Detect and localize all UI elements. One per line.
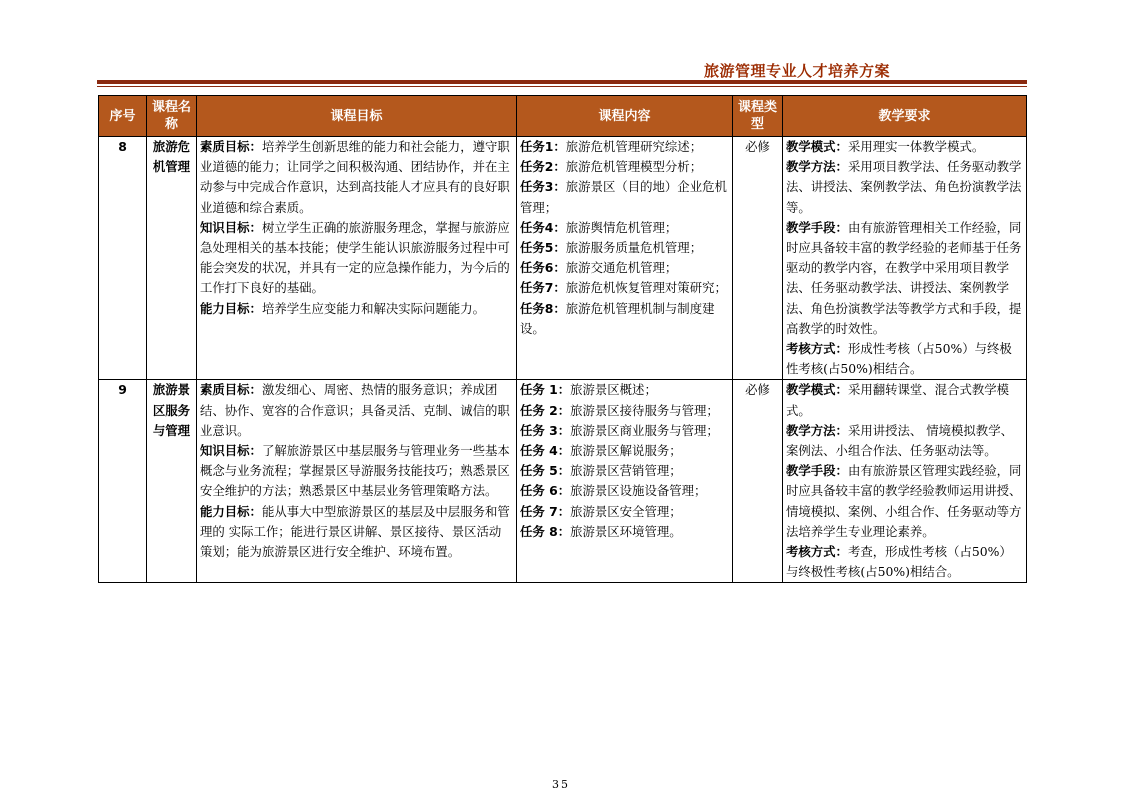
table-row <box>99 137 1027 380</box>
row-number: 8 <box>99 137 147 380</box>
header-cell-teaching-requirements: 教学要求 <box>783 96 1027 137</box>
content-task: 任务2：旅游危机管理模型分析； <box>520 159 703 175</box>
content-task: 任务 7：旅游景区安全管理； <box>520 503 682 519</box>
content-task: 任务 4：旅游景区解说服务； <box>520 443 682 459</box>
header-cell-course-type: 课程类型 <box>733 96 783 137</box>
course-content-cell <box>517 137 733 380</box>
header-rule-thin <box>97 86 1027 87</box>
course-type: 必修 <box>733 137 783 380</box>
document-header-title: 旅游管理专业人才培养方案 <box>703 62 890 80</box>
requirement-method: 教学方法：采用讲授法、 情境模拟教学、案例法、小组合作法、任务驱动法等。 <box>786 422 1013 459</box>
goal-quality: 素质目标：培养学生创新思维的能力和社会能力，遵守职业道德的能力；让同学之间积极沟通、团结协作，并在主动参与中完成合作意识，达到高技能人才应具有的良好职业道德和综合素质。 <box>200 139 510 215</box>
content-task: 任务 3：旅游景区商业服务与管理； <box>520 422 719 438</box>
curriculum-table <box>98 95 1027 583</box>
teaching-requirements-cell <box>783 380 1027 583</box>
header-cell-course-content: 课程内容 <box>517 96 733 137</box>
content-task: 任务8：旅游危机管理机制与制度建设。 <box>520 300 715 336</box>
requirement-assessment: 考核方式：考查，形成性考核（占50%）与终极性考核(占50%)相结合。 <box>786 544 1012 580</box>
teaching-requirements-cell <box>783 137 1027 380</box>
header-rule-thick <box>97 80 1027 84</box>
course-goals-cell <box>197 137 517 380</box>
course-content-cell <box>517 380 733 583</box>
header-cell-course-name: 课程名称 <box>147 96 197 137</box>
requirement-means: 教学手段：由有旅游管理相关工作经验，同时应具备较丰富的教学经验的老师基于任务驱动的教学内容，在教学中采用项目教学法、任务驱动教学法、讲授法、案例教学法、角色扮演教学法等教学方式和手段，提高教学的时效性。 <box>786 219 1022 336</box>
course-name: 旅游景区服务与管理 <box>147 380 197 583</box>
course-type: 必修 <box>733 380 783 583</box>
requirement-mode: 教学模式：采用理实一体教学模式。 <box>786 139 985 154</box>
content-task: 任务4：旅游舆情危机管理； <box>520 219 678 235</box>
requirement-assessment: 考核方式：形成性考核（占50%）与终极性考核(占50%)相结合。 <box>786 341 1012 377</box>
content-task: 任务6：旅游交通危机管理； <box>520 260 678 276</box>
table-row <box>99 380 1027 583</box>
content-task: 任务7：旅游危机恢复管理对策研究； <box>520 280 727 296</box>
course-name: 旅游危机管理 <box>147 137 197 380</box>
requirement-method: 教学方法：采用项目教学法、任务驱动教学法、讲授法、案例教学法、角色扮演教学法等。 <box>786 159 1022 215</box>
goal-knowledge: 知识目标：了解旅游景区中基层服务与管理业务一些基本概念与业务流程；掌握景区导游服务技能技巧；熟悉景区安全维护的方法；熟悉景区中基层业务管理策略方法。 <box>200 443 510 499</box>
course-goals-cell <box>197 380 517 583</box>
content-task: 任务3：旅游景区（目的地）企业危机管理； <box>520 179 727 215</box>
goal-knowledge: 知识目标：树立学生正确的旅游服务理念，掌握与旅游应急处理相关的基本技能；使学生能认识旅游服务过程中可能会突发的状况，并具有一定的应急操作能力，为今后的工作打下良好的基础。 <box>200 219 510 296</box>
header-cell-course-goals: 课程目标 <box>197 96 517 137</box>
page-number: 35 <box>552 778 570 791</box>
requirement-means: 教学手段：由有旅游景区管理实践经验，同时应具备较丰富的教学经验教师运用讲授、情境模拟、案例、小组合作、任务驱动等方法培养学生专业理论素养。 <box>786 463 1022 539</box>
content-task: 任务 6：旅游景区设施设备管理； <box>520 483 707 499</box>
content-task: 任务1：旅游危机管理研究综述； <box>520 139 703 154</box>
row-number: 9 <box>99 380 147 583</box>
goal-ability: 能力目标：培养学生应变能力和解决实际问题能力。 <box>200 300 485 316</box>
content-task: 任务 5：旅游景区营销管理； <box>520 463 682 479</box>
content-task: 任务 8：旅游景区环境管理。 <box>520 523 682 539</box>
content-task: 任务 2：旅游景区接待服务与管理； <box>520 402 719 418</box>
requirement-mode: 教学模式：采用翻转课堂、混合式教学模式。 <box>786 382 1010 418</box>
goal-quality: 素质目标：激发细心、周密、热情的服务意识；养成团结、协作、宽容的合作意识；具备灵活、克制、诚信的职业意识。 <box>200 382 510 438</box>
content-task: 任务 1：旅游景区概述； <box>520 382 657 398</box>
content-task: 任务5：旅游服务质量危机管理； <box>520 240 703 256</box>
table-header-row <box>99 96 1027 137</box>
goal-ability: 能力目标：能从事大中型旅游景区的基层及中层服务和管理的 实际工作；能进行景区讲解、景区接待、景区活动策划；能为旅游景区进行安全维护、环境布置。 <box>200 503 510 560</box>
header-cell-index: 序号 <box>99 96 147 137</box>
